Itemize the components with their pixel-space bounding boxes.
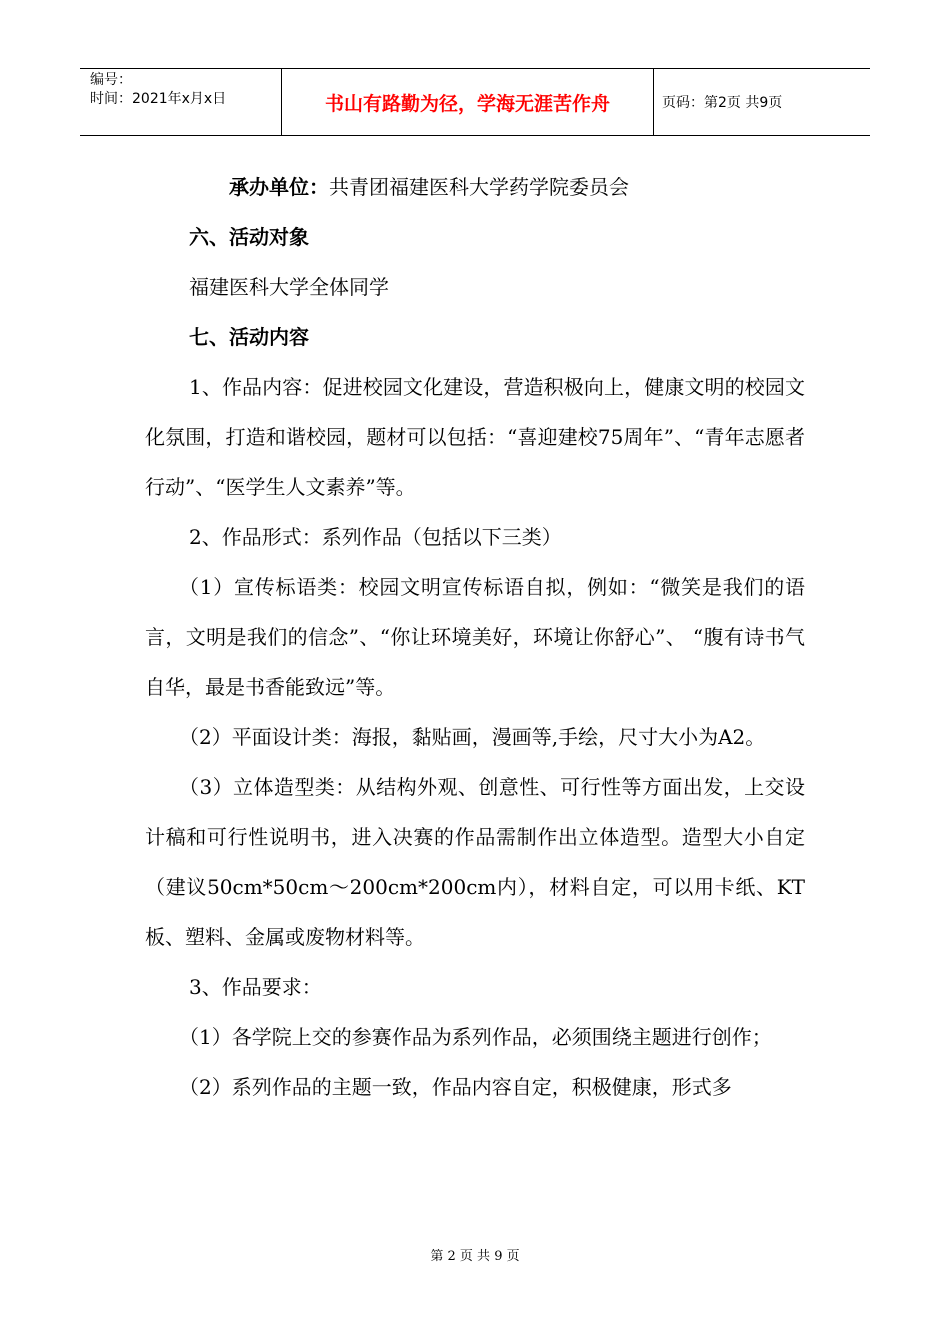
page-header bbox=[80, 68, 870, 136]
organizer-value: 共青团福建医科大学药学院委员会 bbox=[329, 175, 629, 199]
page-footer: 第 2 页 共 9 页 bbox=[430, 1249, 520, 1264]
section6-text: 福建医科大学全体同学 bbox=[189, 275, 389, 299]
header-time: 时间：2021年x月x日 bbox=[90, 91, 227, 107]
item-3-1-paragraph: （1）各学院上交的参赛作品为系列作品，必须围绕主题进行创作； bbox=[179, 1025, 772, 1049]
document-body bbox=[145, 162, 805, 1112]
section6-title: 六、活动对象 bbox=[189, 225, 309, 249]
section7-title: 七、活动内容 bbox=[189, 325, 309, 349]
item-2-3-paragraph: （3）立体造型类：从结构外观、创意性、可行性等方面出发，上交设计稿和可行性说明书，进入决赛的作品需制作出立体造型。造型大小自定（建议50cm*50cm～200cm*200cm内），材料自定，可以用卡纸、KT板、塑料、金属或废物材料等。 bbox=[145, 775, 805, 949]
header-number: 编号： bbox=[90, 72, 132, 88]
item-2-2-paragraph: （2）平面设计类：海报，黏贴画，漫画等,手绘，尺寸大小为A2。 bbox=[179, 725, 766, 749]
item-3-2-paragraph: （2）系列作品的主题一致，作品内容自定，积极健康，形式多 bbox=[179, 1075, 732, 1099]
organizer-line bbox=[145, 162, 805, 212]
header-meta bbox=[80, 69, 282, 135]
header-page-number: 页码：第2页 共9页 bbox=[662, 95, 783, 111]
item-2-paragraph: 2、作品形式：系列作品（包括以下三类） bbox=[189, 525, 562, 549]
item-3-paragraph: 3、作品要求： bbox=[189, 975, 322, 999]
item-2-1-paragraph: （1）宣传标语类：校园文明宣传标语自拟，例如：“微笑是我们的语言，文明是我们的信念”、“你让环境美好，环境让你舒心”、 “腹有诗书气自华，最是书香能致远”等。 bbox=[145, 575, 805, 699]
organizer-label: 承办单位： bbox=[229, 175, 329, 199]
header-motto: 书山有路勤为径，学海无涯苦作舟 bbox=[282, 69, 654, 135]
item-1-paragraph: 1、作品内容：促进校园文化建设，营造积极向上，健康文明的校园文化氛围，打造和谐校园，题材可以包括：“喜迎建校75周年”、“青年志愿者行动”、“医学生人文素养”等。 bbox=[145, 375, 805, 499]
